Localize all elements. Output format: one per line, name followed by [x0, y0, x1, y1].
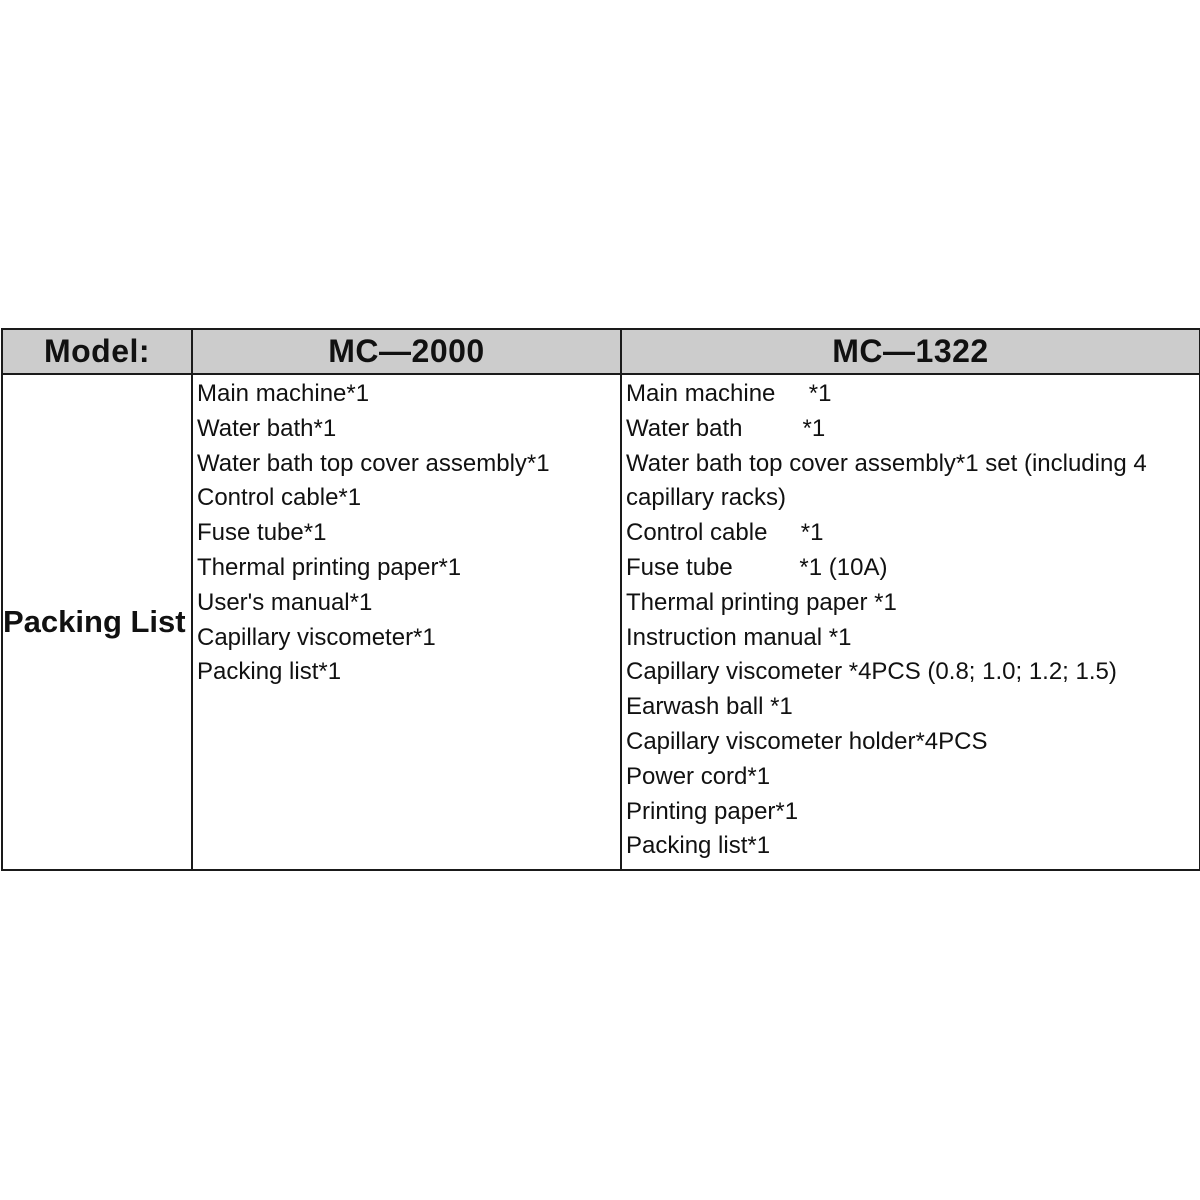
list-item: Water bath *1	[626, 414, 826, 442]
list-item: Water bath top cover assembly*1 set (including 4 capillary racks)	[626, 449, 1154, 512]
list-item: User's manual*1	[197, 588, 373, 616]
packing-list-table	[1, 328, 1200, 871]
list-item: Power cord*1	[626, 762, 771, 790]
model-label-cell: Model:	[2, 329, 192, 374]
list-item: Packing list*1	[197, 658, 342, 686]
list-item: Thermal printing paper*1	[197, 553, 462, 581]
model-a-item-list	[193, 375, 620, 690]
list-item: Control cable *1	[626, 519, 824, 547]
model-b-item-list	[622, 375, 1199, 864]
model-b-header: MC—1322	[621, 329, 1200, 374]
model-a-header: MC—2000	[192, 329, 621, 374]
list-item: Main machine*1	[197, 380, 370, 407]
list-item: Earwash ball *1	[626, 693, 793, 721]
list-item: Water bath*1	[197, 414, 337, 442]
list-item: Capillary viscometer*1	[197, 623, 436, 651]
list-item: Printing paper*1	[626, 797, 799, 825]
list-item: Thermal printing paper *1	[626, 588, 897, 616]
list-item: Water bath top cover assembly*1	[197, 449, 550, 477]
list-item: Fuse tube *1 (10A)	[626, 553, 888, 581]
list-item: Capillary viscometer *4PCS (0.8; 1.0; 1.2; 1.5)	[626, 658, 1117, 686]
list-item: Control cable*1	[197, 484, 362, 512]
packing-list-row	[2, 374, 1200, 870]
table-header-row	[2, 329, 1200, 374]
model-b-items-cell	[621, 374, 1200, 870]
list-item: Fuse tube*1	[197, 519, 327, 547]
list-item: Packing list*1	[626, 832, 771, 860]
packing-list-label: Packing List	[2, 374, 192, 870]
list-item: Capillary viscometer holder*4PCS	[626, 727, 988, 755]
model-a-items-cell	[192, 374, 621, 870]
list-item: Main machine *1	[626, 380, 832, 407]
list-item: Instruction manual *1	[626, 623, 852, 651]
